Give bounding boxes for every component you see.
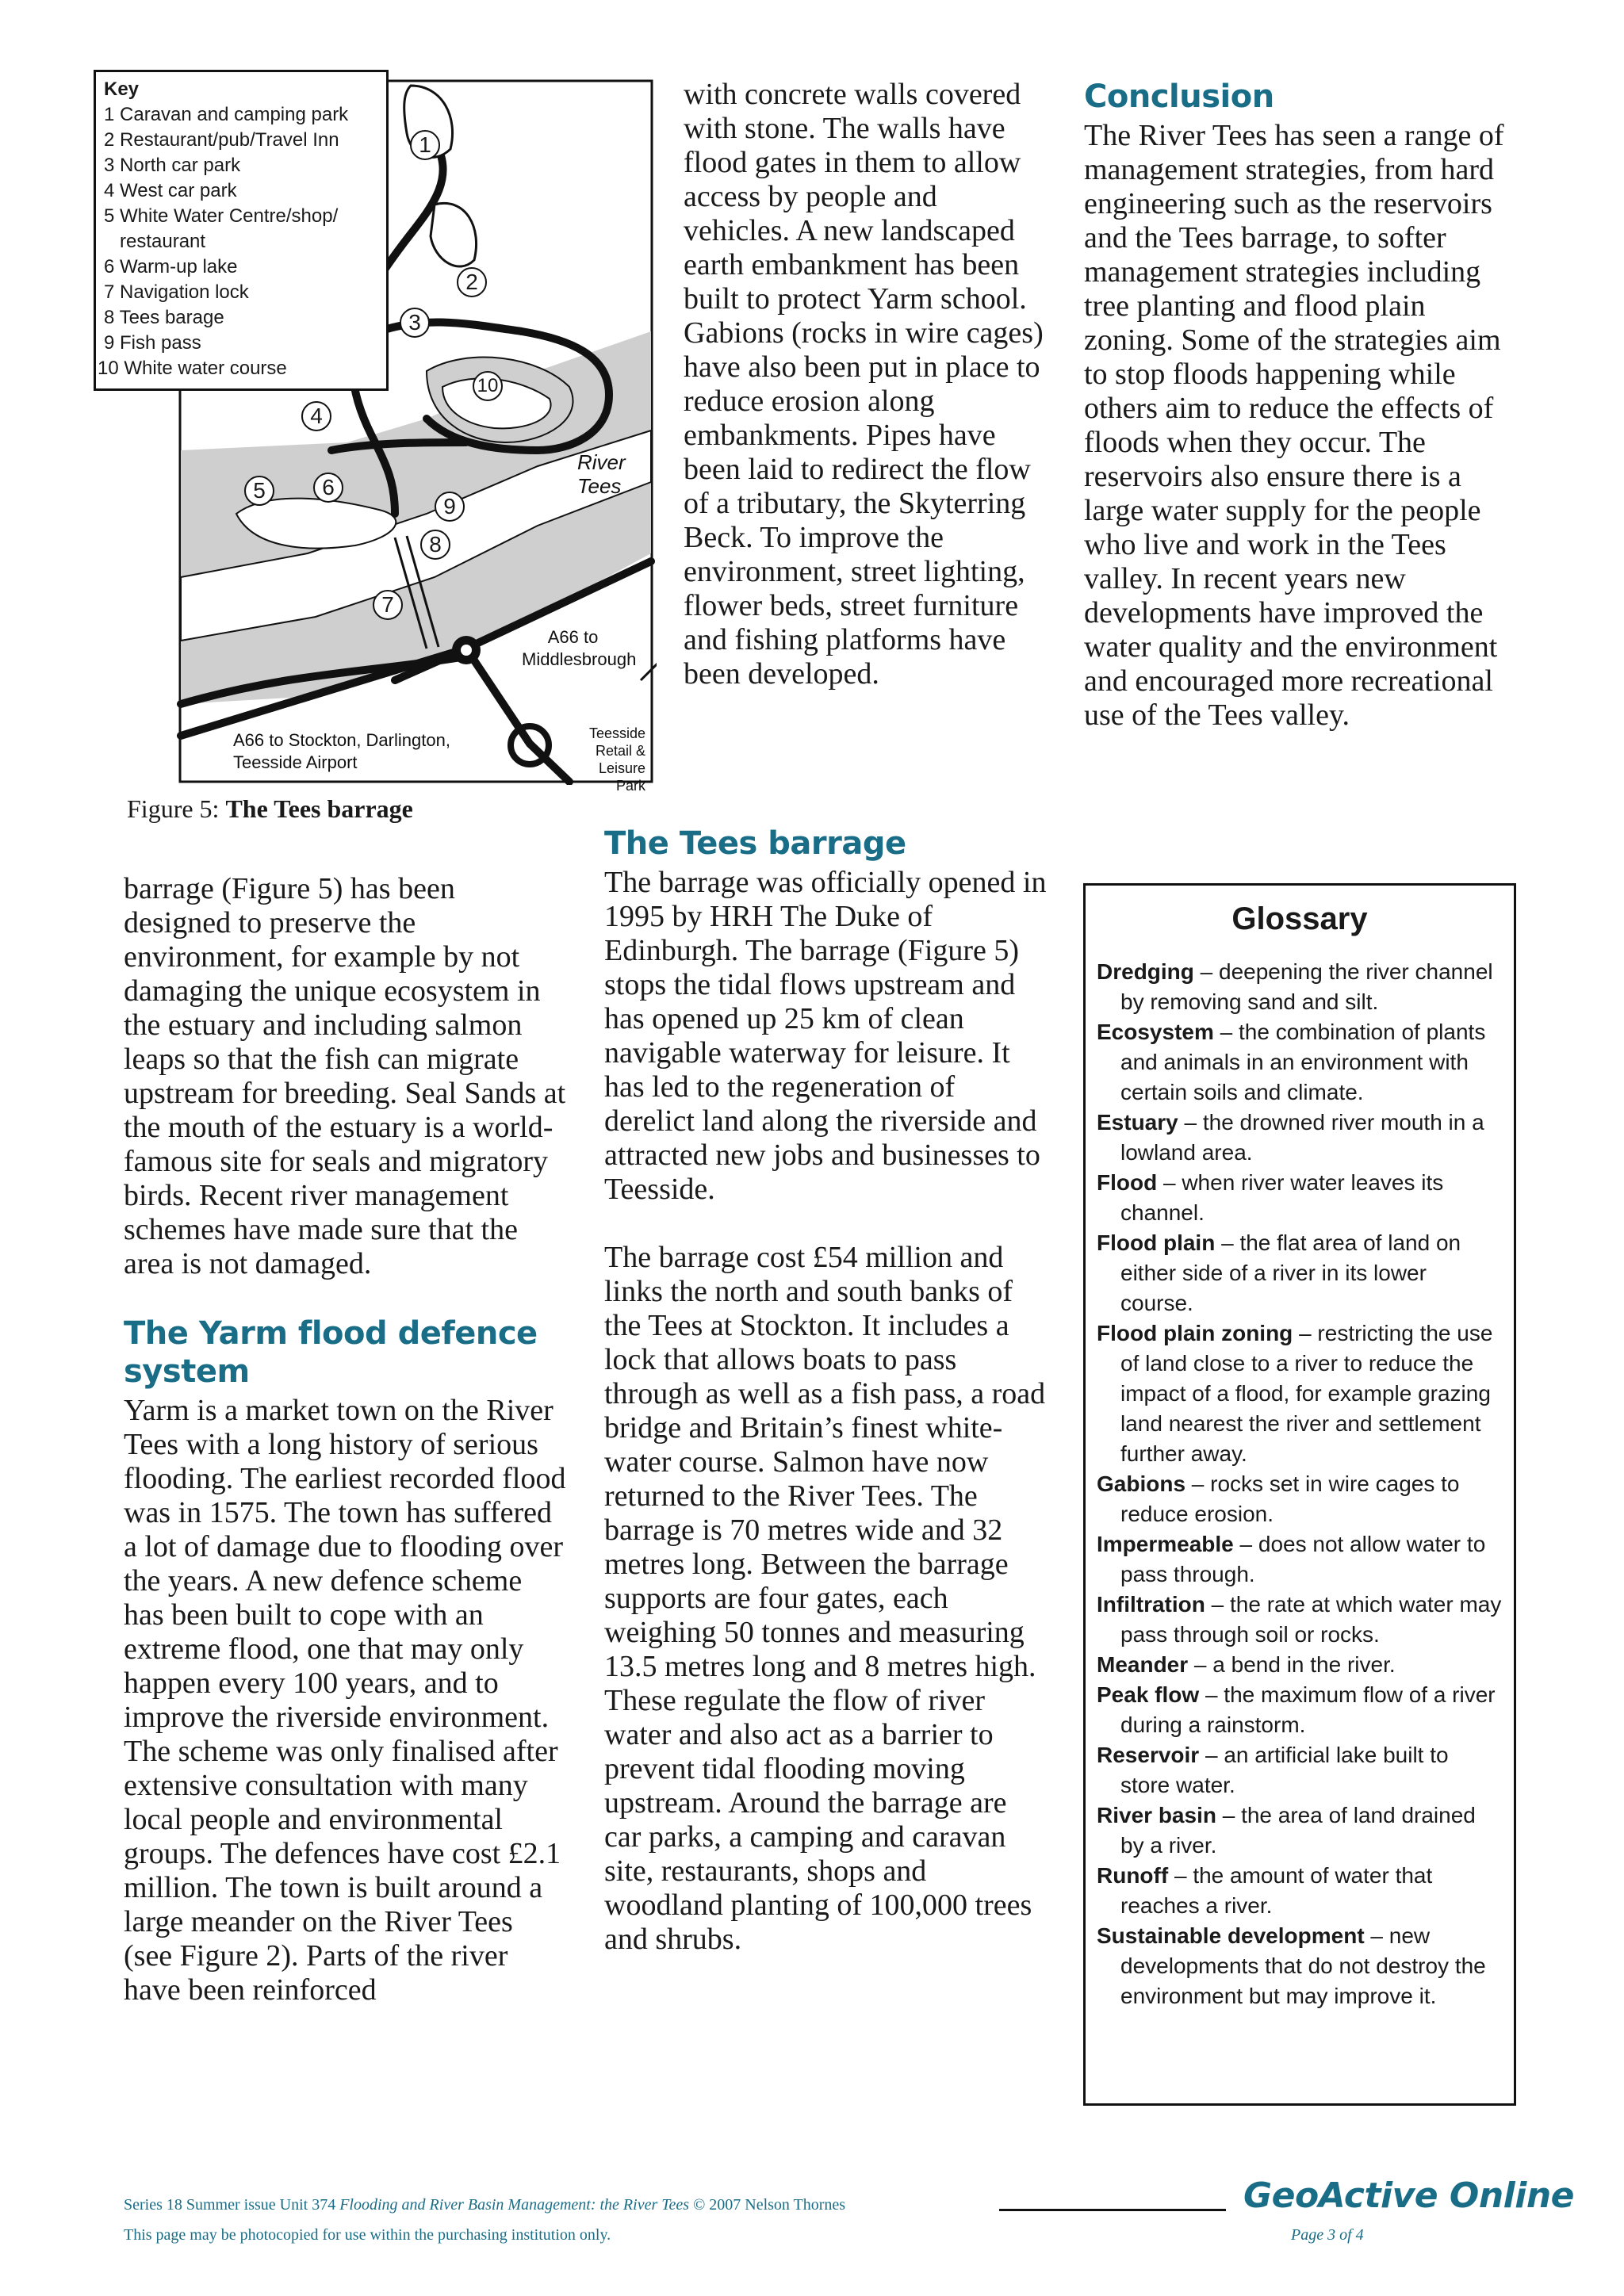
column-middle-top	[684, 78, 1048, 691]
roundabout-north-centre	[461, 645, 472, 656]
a66-middlesbrough-label: A66 to Middlesbrough	[522, 627, 637, 669]
body-paragraph: The barrage was officially opened in 1995 by HRH The Duke of Edinburgh. The barrage (Figure 5) stops the tidal flows upstream and has opened up 25 km of clean navigable waterway for leisure. It has led to the regeneration of derelict land along the riverside and attracted new jobs and businesses to Teesside.	[604, 866, 1047, 1206]
glossary-entry: Ecosystem – the combination of plants and animals in an environment with certain soils and climate.	[1097, 1020, 1486, 1104]
marker-7: 7	[373, 590, 403, 620]
section-heading-barrage: The Tees barrage	[604, 825, 906, 862]
river-label: River Tees	[577, 450, 626, 498]
glossary-entry: Flood plain – the flat area of land on either side of a river in its lower course.	[1097, 1230, 1461, 1315]
key-item: 8 Tees barage	[104, 307, 224, 328]
glossary-entry: Peak flow – the maximum flow of a river during a rainstorm.	[1097, 1682, 1496, 1737]
section-heading-yarm: The Yarm flood defence system	[124, 1315, 538, 1390]
glossary-entry: Dredging – deepening the river channel by removing sand and silt.	[1097, 959, 1493, 1014]
marker-1: 1	[410, 130, 440, 160]
column-right	[1084, 78, 1520, 733]
body-paragraph: The barrage cost £54 million and links the north and south banks of the Tees at Stockton. It includes a lock that allows boats to pass through as well as a fish pass, a road bridge and Britain’s finest white-water course. Salmon have now returned to the River Tees. The barrage is 70 metres wide and 32 metres long. Between the barrage supports are four gates, each weighing 50 tonnes and measuring 13.5 metres long and 8 metres high. These regulate the flow of river water and also act as a barrier to prevent tidal flooding moving upstream. Around the barrage are car parks, a camping and caravan site, restaurants, shops and woodland planting of 100,000 trees and shrubs.	[604, 1241, 1046, 1956]
column-middle	[604, 825, 1048, 1957]
brand-logo: GeoActive Online	[1243, 2175, 1574, 2216]
key-title: Key	[104, 78, 140, 100]
glossary-entry: Meander – a bend in the river.	[1097, 1652, 1396, 1677]
key-item: restaurant	[120, 231, 206, 252]
key-item: 10 White water course	[98, 358, 287, 379]
key-item: 3 North car park	[104, 155, 241, 176]
glossary-entry: Sustainable development – new developments that do not destroy the environment but may improve it.	[1097, 1923, 1486, 2008]
marker-9: 9	[435, 492, 465, 522]
section-heading-conclusion: Conclusion	[1084, 78, 1274, 115]
page-number: Page 3 of 4	[1291, 2226, 1364, 2244]
marker-2: 2	[457, 267, 487, 297]
glossary-entry: Gabions – rocks set in wire cages to reduce erosion.	[1097, 1471, 1460, 1526]
glossary-entry: Reservoir – an artificial lake built to store water.	[1097, 1743, 1449, 1797]
glossary-entry: Impermeable – does not allow water to pass through.	[1097, 1532, 1486, 1586]
glossary-entry: River basin – the area of land drained by a river.	[1097, 1803, 1476, 1858]
key-item: 9 Fish pass	[104, 332, 201, 354]
figure-caption: Figure 5: The Tees barrage	[127, 794, 413, 823]
retail-park-label: Teesside Retail & Leisure Park	[588, 725, 645, 794]
body-paragraph: with concrete walls covered with stone. The walls have flood gates in them to allow access by people and vehicles. A new landscaped earth embankment has been built to protect Yarm school. Gabions (rocks in wire cages) have also been put in place to reduce erosion along embankments. Pipes have been laid to redirect the flow of a tributary, the Skyterring Beck. To improve the environment, street lighting, flower beds, street furniture and fishing platforms have been developed.	[684, 78, 1044, 691]
body-paragraph: barrage (Figure 5) has been designed to preserve the environment, for example by not damaging the unique ecosystem in the estuary and including salmon leaps so that the fish can migrate upstream for breeding. Seal Sands at the mouth of the estuary is a world-famous site for seals and migratory birds. Recent river management schemes have made sure that the area is not damaged.	[124, 872, 566, 1280]
a66-stockton-label: A66 to Stockton, Darlington, Teesside Airport	[233, 730, 450, 772]
body-paragraph: The River Tees has seen a range of management strategies, from hard engineering such as the reservoirs and the Tees barrage, to softer management strategies including tree planting and flood plain zoning. Some of the strategies aim to stop floods happening while others aim to reduce the effects of floods when they occur. The reservoirs also ensure there is a large water supply for the people who live and work in the Tees valley. In recent years new developments have improved the water quality and the environment and encouraged more recreational use of the Tees valley.	[1084, 119, 1504, 732]
key-item: 7 Navigation lock	[104, 281, 249, 303]
marker-6: 6	[313, 473, 343, 503]
glossary-entry: Flood – when river water leaves its channel.	[1097, 1170, 1444, 1225]
marker-10: 10	[473, 371, 503, 401]
key-item: 1 Caravan and camping park	[104, 104, 349, 125]
glossary-entry: Runoff – the amount of water that reaches a river.	[1097, 1863, 1433, 1918]
key-item: 5 White Water Centre/shop/	[104, 205, 339, 227]
glossary-title: Glossary	[1231, 901, 1368, 936]
glossary-entry: Estuary – the drowned river mouth in a lowland area.	[1097, 1110, 1484, 1165]
map-key	[94, 70, 389, 391]
column-left	[124, 872, 568, 2007]
glossary-entry: Flood plain zoning – restricting the use of land close to a river to reduce the impact of a flood, for example grazing land nearest the river and settlement further away.	[1097, 1321, 1493, 1466]
key-item: 2 Restaurant/pub/Travel Inn	[104, 129, 339, 151]
marker-8: 8	[420, 530, 450, 560]
key-item: 6 Warm-up lake	[104, 256, 238, 277]
footer-rule	[999, 2209, 1226, 2211]
key-item: 4 West car park	[104, 180, 237, 201]
marker-3: 3	[400, 308, 430, 338]
marker-4: 4	[301, 401, 331, 431]
body-paragraph: Yarm is a market town on the River Tees with a long history of serious flooding. The earliest recorded flood was in 1575. The town has suffered a lot of damage due to flooding over the years. A new defence scheme has been built to cope with an extreme flood, one that may only happen every 100 years, and to improve the riverside environment. The scheme was only finalised after extensive consultation with many local people and environmental groups. The defences have cost £2.1 million. The town is built around a large meander on the River Tees (see Figure 2). Parts of the river have been reinforced	[124, 1394, 566, 2007]
marker-5: 5	[244, 476, 274, 506]
glossary-box	[1083, 883, 1516, 2106]
glossary-entry: Infiltration – the rate at which water may pass through soil or rocks.	[1097, 1592, 1502, 1647]
footer-series-line: Series 18 Summer issue Unit 374 Flooding and River Basin Management: the River Tees © 2007 Nelson Thornes	[124, 2196, 846, 2214]
footer-copyright-note: This page may be photocopied for use within the purchasing institution only.	[124, 2226, 611, 2244]
